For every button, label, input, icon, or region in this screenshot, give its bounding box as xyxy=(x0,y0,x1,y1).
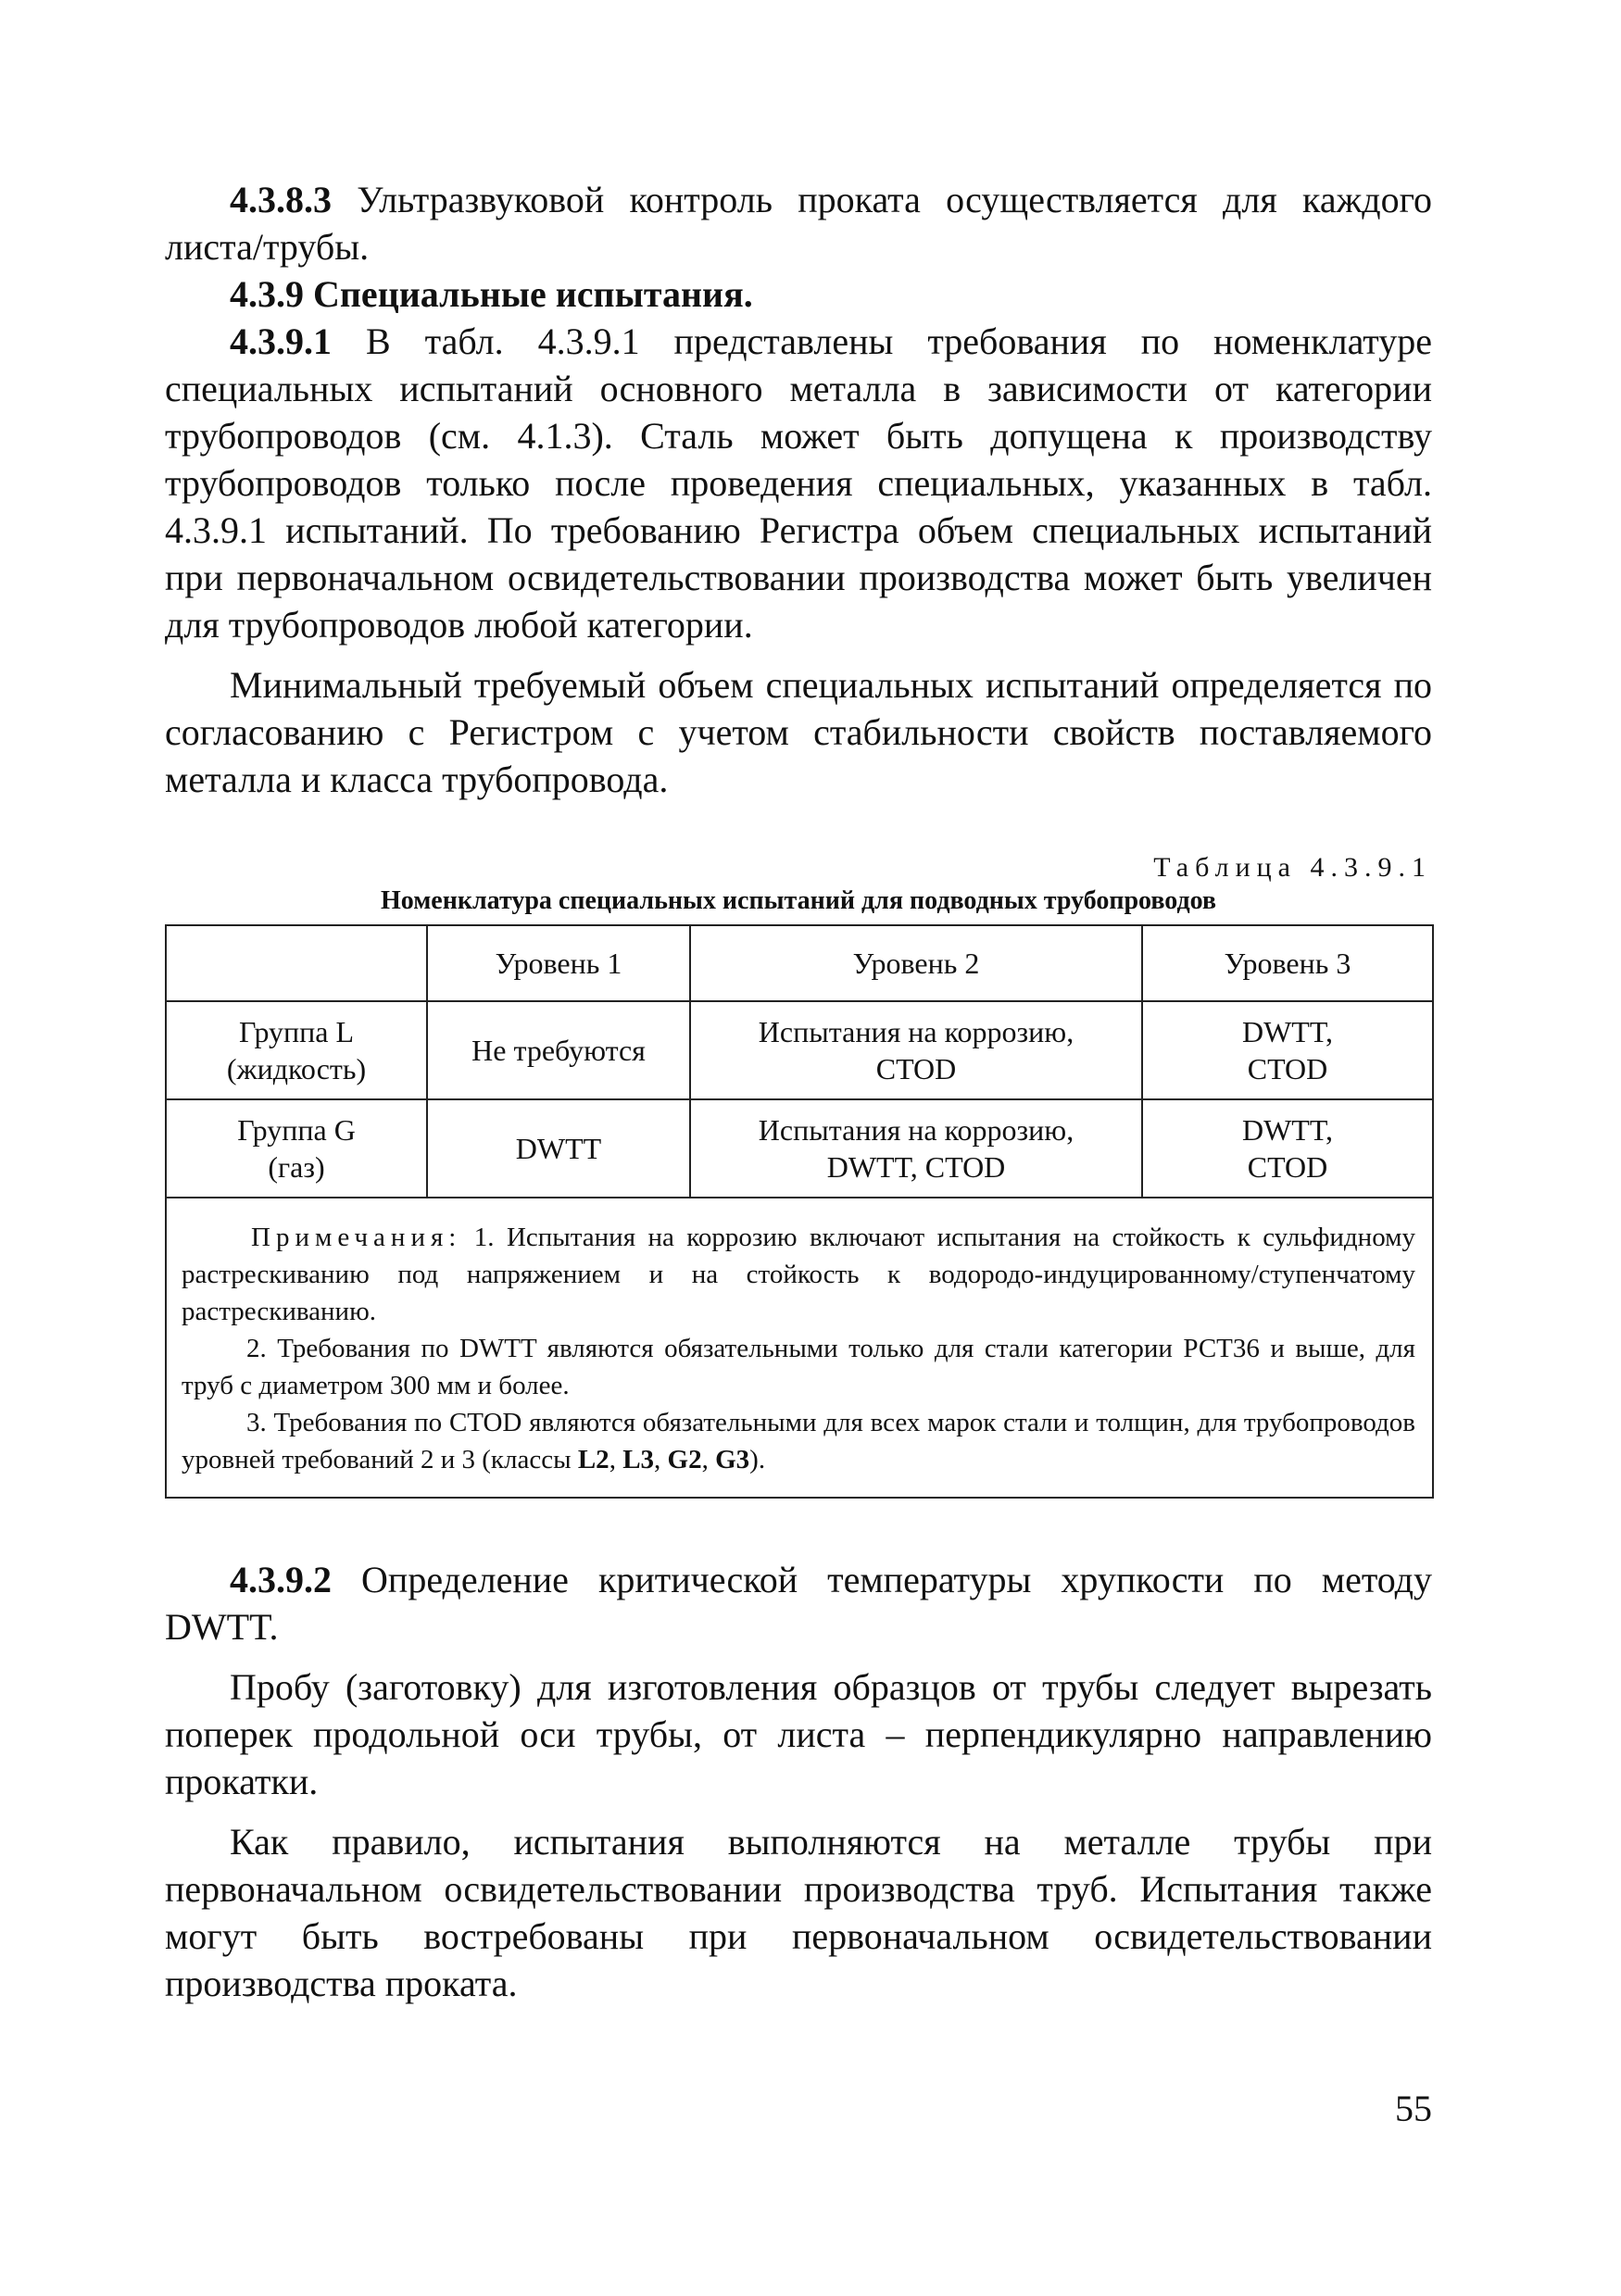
group-name: Группа L xyxy=(238,1015,355,1048)
header-cell-level-3: Уровень 3 xyxy=(1142,925,1433,1001)
level-2-line-1: Испытания на коррозию, xyxy=(758,1015,1074,1048)
note-3-end: ). xyxy=(749,1445,766,1474)
paragraph-text: Минимальный требуемый объем специальных испытаний определяется по согласованию с Регистром с учетом стабильности свойств поставляемого металла и класса трубопровода. xyxy=(165,664,1432,800)
level-3-line-2: CTOD xyxy=(1247,1150,1328,1184)
group-medium: (газ) xyxy=(268,1150,325,1184)
level-1-cell: DWTT xyxy=(427,1099,690,1198)
paragraph-test-conditions xyxy=(165,1818,1432,2007)
table-header-row xyxy=(166,925,1433,1001)
paragraph-4-3-8-3 xyxy=(165,176,1432,270)
paragraph-4-3-9-2 xyxy=(165,1556,1432,1650)
table-notes xyxy=(166,1198,1433,1498)
table-notes-row xyxy=(166,1198,1433,1498)
level-1-cell: Не требуются xyxy=(427,1001,690,1099)
paragraph-4-3-9-1 xyxy=(165,318,1432,648)
note-1 xyxy=(182,1219,1415,1330)
level-3-line-1: DWTT, xyxy=(1241,1113,1334,1147)
special-tests-table xyxy=(165,924,1434,1499)
level-3-line-1: DWTT, xyxy=(1241,1015,1334,1048)
paragraph-minimal-volume xyxy=(165,661,1432,803)
note-2: 2. Требования по DWTT являются обязательными только для стали категории РСТ36 и выше, для труб с диаметром 300 мм и более. xyxy=(182,1334,1415,1400)
header-cell-empty xyxy=(166,925,427,1001)
level-2-line-2: CTOD xyxy=(875,1052,957,1085)
section-heading-4-3-9 xyxy=(165,270,1432,318)
header-cell-level-2: Уровень 2 xyxy=(690,925,1142,1001)
paragraph-text: Определение критической температуры хрупкости по методу DWTT. xyxy=(165,1559,1432,1648)
group-name: Группа G xyxy=(237,1113,356,1147)
paragraph-text: Как правило, испытания выполняются на металле трубы при первоначальном освидетельствовании производства труб. Испытания также могут быть востребованы при первоначальном освидетельствовании производства проката. xyxy=(165,1821,1432,2004)
paragraph-text: Пробу (заготовку) для изготовления образцов от трубы следует вырезать поперек продольной оси трубы, от листа – перпендикулярно направлению прокатки. xyxy=(165,1666,1432,1802)
clause-number: 4.3.9.1 xyxy=(230,320,332,362)
level-3-line-2: CTOD xyxy=(1247,1052,1328,1085)
note-1-text: 1. Испытания на коррозию включают испытания на стойкость к сульфидному растрескиванию под напряжением и на стойкость к водородо-индуцированному/ступенчатому растрескиванию. xyxy=(182,1223,1415,1326)
table-caption: Таблица 4.3.9.1 xyxy=(1153,852,1432,883)
page-content xyxy=(165,176,1432,2007)
clause-number: 4.3.8.3 xyxy=(230,179,332,220)
heading-text: 4.3.9 Специальные испытания. xyxy=(230,273,753,315)
page-number: 55 xyxy=(1395,2088,1432,2129)
class-g3: G3 xyxy=(715,1445,750,1474)
level-2-line-1: Испытания на коррозию, xyxy=(758,1113,1074,1147)
paragraph-text: Ультразвуковой контроль проката осуществляется для каждого листа/трубы. xyxy=(165,179,1432,268)
class-l2: L2 xyxy=(577,1445,609,1474)
table-row-group-l xyxy=(166,1001,1433,1099)
table-title: Номенклатура специальных испытаний для подводных трубопроводов xyxy=(380,886,1217,915)
paragraph-text: В табл. 4.3.9.1 представлены требования по номенклатуре специальных испытаний основного металла в зависимости от категории трубопроводов (см. 4.1.3). Сталь может быть допущена к производству трубопроводов только после проведения специальных, указанных в табл. 4.3.9.1 испытаний. По требованию Регистра объем специальных испытаний при первоначальном освидетельствовании производства может быть увеличен для трубопроводов любой категории. xyxy=(165,320,1432,646)
paragraph-sample-cutting xyxy=(165,1663,1432,1805)
note-3-text: 3. Требования по CTOD являются обязательными для всех марок стали и толщин, для трубопроводов уровней требований 2 и 3 (классы xyxy=(182,1408,1415,1474)
group-medium: (жидкость) xyxy=(226,1052,367,1085)
separator: , xyxy=(654,1445,668,1474)
class-g2: G2 xyxy=(667,1445,702,1474)
class-l3: L3 xyxy=(622,1445,655,1474)
header-cell-level-1: Уровень 1 xyxy=(427,925,690,1001)
table-row-group-g xyxy=(166,1099,1433,1198)
group-cell xyxy=(166,1099,427,1198)
level-2-cell xyxy=(690,1001,1142,1099)
level-2-cell xyxy=(690,1099,1142,1198)
separator: , xyxy=(701,1445,716,1474)
notes-label: Примечания: xyxy=(251,1223,462,1252)
group-cell xyxy=(166,1001,427,1099)
level-3-cell xyxy=(1142,1099,1433,1198)
level-2-line-2: DWTT, CTOD xyxy=(826,1150,1006,1184)
separator: , xyxy=(609,1445,623,1474)
level-3-cell xyxy=(1142,1001,1433,1099)
note-3 xyxy=(182,1404,1415,1478)
clause-number: 4.3.9.2 xyxy=(230,1559,332,1600)
